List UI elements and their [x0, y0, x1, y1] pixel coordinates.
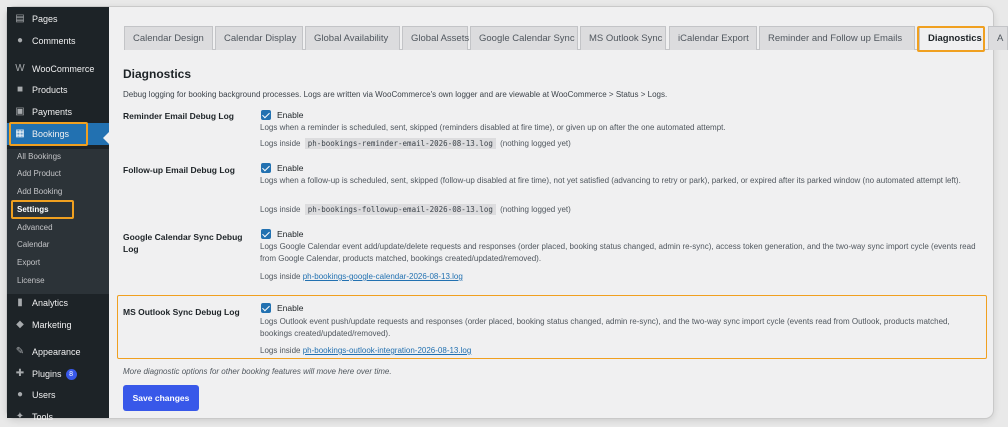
comments-icon: ●: [16, 35, 24, 46]
submenu-add-booking[interactable]: Add Booking: [17, 187, 63, 196]
menu-item-appearance[interactable]: ✎ Appearance: [15, 346, 81, 357]
tab-reminder-follow-up-emails[interactable]: Reminder and Follow up Emails: [759, 26, 915, 50]
google-enable-label[interactable]: Enable: [277, 229, 304, 239]
outlook-enable-label[interactable]: Enable: [277, 303, 304, 313]
menu-item-products[interactable]: ■ Products: [16, 84, 68, 95]
tab-ms-outlook-sync[interactable]: MS Outlook Sync: [580, 26, 666, 50]
payments-icon: ▣: [15, 106, 25, 117]
outlook-log-line: Logs inside ph-bookings-outlook-integration-2026-08-13.log: [260, 346, 472, 355]
calendar-icon: ▦: [15, 128, 25, 139]
followup-log-file: ph-bookings-followup-email-2026-08-13.log: [305, 204, 496, 215]
bookings-submenu: [7, 149, 109, 294]
reminder-log-file: ph-bookings-reminder-email-2026-08-13.log: [305, 138, 496, 149]
footnote-text: More diagnostic options for other booking features will move here over time.: [123, 367, 392, 376]
menu-item-analytics[interactable]: ▮ Analytics: [7, 293, 109, 313]
submenu-settings[interactable]: Settings: [17, 205, 49, 214]
tab-diagnostics[interactable]: Diagnostics: [919, 26, 984, 51]
reminder-help-text: Logs when a reminder is scheduled, sent, skipped (reminders disabled at fire time), or given up on after the one automated attempt.: [260, 123, 726, 132]
tab-google-calendar-sync[interactable]: Google Calendar Sync: [470, 26, 578, 50]
reminder-enable-label[interactable]: Enable: [277, 110, 304, 120]
google-help-text: Logs Google Calendar event add/update/delete requests and responses (order placed, booking status changed, admin re-sync), access token generation, and the two-way sync import cycle (events read from Google Calendar, products matched, bookings created/updated/removed).: [260, 242, 976, 263]
submenu-all-bookings[interactable]: All Bookings: [17, 152, 62, 161]
woocommerce-icon: W: [15, 63, 25, 74]
tab-overflow[interactable]: A: [988, 26, 1008, 50]
submenu-export[interactable]: Export: [17, 258, 41, 267]
menu-item-pages[interactable]: ▤ Pages: [15, 13, 58, 24]
tab-calendar-display[interactable]: Calendar Display: [215, 26, 303, 50]
app-window: [7, 7, 1004, 422]
outlook-help-text: Logs Outlook event push/update requests and responses (order placed, booking status changed, admin re-sync), and the two-way sync import cycle (events read from Outlook, products matched, bookings created/updated/removed).: [260, 317, 950, 338]
tab-global-availability[interactable]: Global Availability: [305, 26, 400, 50]
menu-item-comments[interactable]: ● Comments: [16, 35, 76, 46]
submenu-calendar[interactable]: Calendar: [17, 240, 50, 249]
pages-icon: ▤: [15, 13, 25, 24]
admin-sidebar: [7, 7, 109, 422]
google-log-line: Logs inside ph-bookings-google-calendar-2026-08-13.log: [260, 272, 463, 281]
marketing-icon: ◆: [16, 319, 24, 330]
followup-enable-checkbox[interactable]: [261, 163, 271, 173]
menu-item-plugins[interactable]: ✚ Plugins 8: [7, 364, 109, 384]
plugins-icon: ✚: [15, 368, 25, 379]
tab-calendar-design[interactable]: Calendar Design: [124, 26, 213, 50]
users-icon: ●: [16, 389, 24, 400]
tab-icalendar-export[interactable]: iCalendar Export: [669, 26, 757, 50]
followup-enable-label[interactable]: Enable: [277, 163, 304, 173]
google-debug-label: Google Calendar Sync Debug Log: [123, 232, 243, 254]
menu-item-payments[interactable]: ▣ Payments: [15, 106, 73, 117]
page-description: Debug logging for booking background processes. Logs are written via WooCommerce's own logger and are viewable at WooCommerce > Status > Logs.: [123, 90, 668, 99]
submenu-license[interactable]: License: [17, 276, 45, 285]
main-content: [109, 7, 1004, 418]
reminder-log-line: Logs inside ph-bookings-reminder-email-2026-08-13.log (nothing logged yet): [260, 139, 571, 148]
google-enable-checkbox[interactable]: [261, 229, 271, 239]
outlook-log-file-link[interactable]: ph-bookings-outlook-integration-2026-08-13.log: [302, 346, 472, 355]
products-icon: ■: [16, 84, 24, 95]
followup-help-text: Logs when a follow-up is scheduled, sent, skipped (follow-up disabled at fire time), not yet satisfied (advancing to retry or park), parked, or expired after its parked window (no automated attempt left).: [260, 176, 961, 185]
tools-icon: ✦: [15, 411, 25, 422]
settings-tabs: [124, 26, 1004, 50]
followup-debug-label: Follow-up Email Debug Log: [123, 165, 235, 175]
save-changes-button[interactable]: Save changes: [123, 385, 199, 411]
outlook-debug-label: MS Outlook Sync Debug Log: [123, 307, 240, 317]
menu-item-bookings[interactable]: ▦ Bookings: [7, 123, 109, 145]
menu-item-users[interactable]: ● Users: [16, 389, 56, 400]
plugins-count-badge: 8: [66, 369, 77, 380]
outlook-enable-checkbox[interactable]: [261, 303, 271, 313]
page-title: Diagnostics: [123, 67, 192, 81]
submenu-advanced[interactable]: Advanced: [17, 223, 53, 232]
appearance-icon: ✎: [15, 346, 25, 357]
submenu-add-product[interactable]: Add Product: [17, 169, 62, 178]
menu-item-tools[interactable]: ✦ Tools: [15, 411, 54, 422]
reminder-debug-label: Reminder Email Debug Log: [123, 111, 234, 121]
menu-item-woocommerce[interactable]: W WooCommerce: [15, 63, 95, 74]
followup-log-line: Logs inside ph-bookings-followup-email-2026-08-13.log (nothing logged yet): [260, 205, 571, 214]
google-log-file-link[interactable]: ph-bookings-google-calendar-2026-08-13.log: [302, 272, 463, 281]
reminder-enable-checkbox[interactable]: [261, 110, 271, 120]
analytics-icon: ▮: [17, 297, 23, 308]
menu-item-marketing[interactable]: ◆ Marketing: [16, 319, 72, 330]
tab-global-assets[interactable]: Global Assets: [402, 26, 468, 50]
